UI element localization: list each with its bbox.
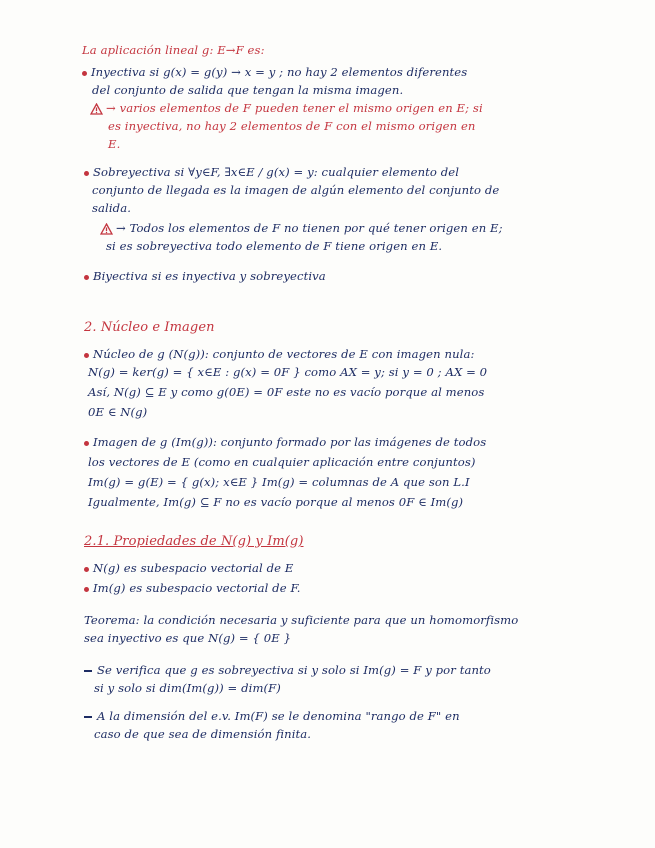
prop-1-text: N(g) es subespacio vectorial de E (93, 561, 294, 575)
nucleo-line-1: Núcleo de g (N(g)): conjunto de vectores de E con imagen nula: (93, 347, 475, 361)
inyectiva-line-2: del conjunto de salida que tengan la misma imagen. (92, 83, 404, 97)
imagen-item (84, 434, 486, 450)
bullet-icon (84, 275, 89, 280)
prop-1-item (84, 560, 293, 576)
bullet-icon (84, 171, 89, 176)
sobreyectiva-note-1 (100, 220, 503, 236)
inyectiva-note-2: es inyectiva, no hay 2 elementos de F con el mismo origen en (108, 119, 476, 133)
sobreyectiva-item (84, 164, 459, 180)
bullet-icon (84, 567, 89, 572)
verifica-item (84, 662, 491, 678)
section-2-title: 2. Núcleo e Imagen (84, 320, 215, 335)
warning-icon (90, 103, 103, 115)
teorema-line-1: Teorema: la condición necesaria y suficiente para que un homomorfismo (84, 613, 519, 627)
verifica-line-1: Se verifica que g es sobreyectiva si y solo si Im(g) = F y por tanto (97, 663, 491, 677)
prop-2-item (84, 580, 301, 596)
imagen-line-1: Imagen de g (Im(g)): conjunto formado por las imágenes de todos (93, 435, 487, 449)
sobreyectiva-line-3: salida. (92, 201, 131, 215)
prop-2-text: Im(g) es subespacio vectorial de F. (93, 581, 301, 595)
bullet-icon (84, 353, 89, 358)
bullet-icon (82, 71, 87, 76)
inyectiva-note-3: E. (108, 137, 121, 151)
inyectiva-note-1-text: → varios elementos de F pueden tener el mismo origen en E; si (106, 101, 483, 115)
verifica-line-2: si y solo si dim(Im(g)) = dim(F) (94, 681, 281, 695)
sobreyectiva-line-2: conjunto de llegada es la imagen de algún elemento del conjunto de (92, 183, 500, 197)
dimension-line-2: caso de que sea de dimensión finita. (94, 727, 312, 741)
bullet-icon (84, 441, 89, 446)
dash-icon (84, 670, 92, 672)
sobreyectiva-note-2: si es sobreyectiva todo elemento de F tiene origen en E. (106, 239, 443, 253)
sobreyectiva-note-1-text: → Todos los elementos de F no tienen por qué tener origen en E; (116, 221, 503, 235)
intro-line: La aplicación lineal g: E→F es: (82, 43, 265, 57)
inyectiva-line-1: Inyectiva si g(x) = g(y) → x = y ; no hay 2 elementos diferentes (91, 65, 468, 79)
imagen-line-2: los vectores de E (como en cualquier aplicación entre conjuntos) (88, 455, 476, 469)
teorema-line-2: sea inyectivo es que N(g) = { 0E } (84, 631, 292, 645)
section-2-1-title: 2.1. Propiedades de N(g) y Im(g) (84, 534, 304, 549)
imagen-line-4: Igualmente, Im(g) ⊆ F no es vacío porque al menos 0F ∈ Im(g) (88, 495, 464, 509)
warning-icon (100, 223, 113, 235)
nucleo-line-3: Así, N(g) ⊆ E y como g(0E) = 0F este no es vacío porque al menos (88, 385, 485, 399)
inyectiva-note-1 (90, 100, 483, 116)
dimension-line-1: A la dimensión del e.v. Im(F) se le denomina "rango de F" en (97, 709, 460, 723)
nucleo-line-4: 0E ∈ N(g) (88, 405, 148, 419)
nucleo-item (84, 346, 474, 362)
imagen-line-3: Im(g) = g(E) = { g(x); x∈E } Im(g) = columnas de A que son L.I (88, 475, 470, 489)
sobreyectiva-line-1: Sobreyectiva si ∀y∈F, ∃x∈E / g(x) = y: cualquier elemento del (93, 165, 460, 179)
dimension-item (84, 708, 460, 724)
dash-icon (84, 716, 92, 718)
bullet-icon (84, 587, 89, 592)
biyectiva-line: Biyectiva si es inyectiva y sobreyectiva (93, 269, 326, 283)
biyectiva-item (84, 268, 326, 284)
inyectiva-item (82, 64, 467, 80)
nucleo-line-2: N(g) = ker(g) = { x∈E : g(x) = 0F } como AX = y; si y = 0 ; AX = 0 (88, 365, 488, 379)
